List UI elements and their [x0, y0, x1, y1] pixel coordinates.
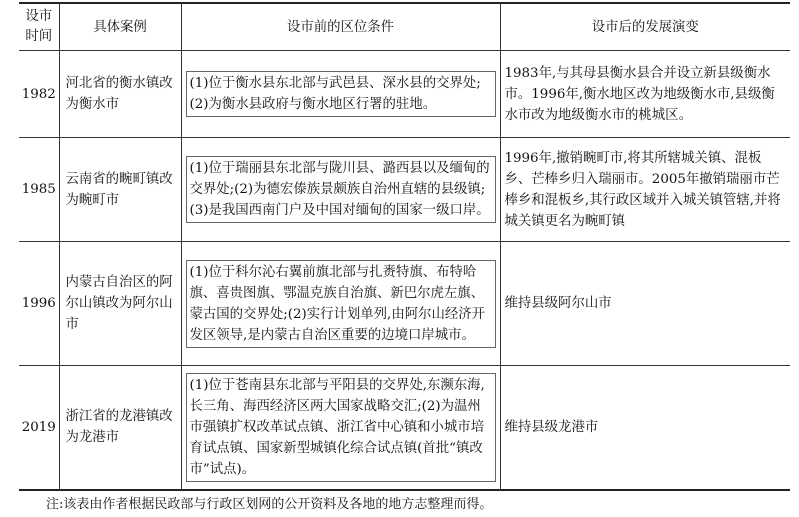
row-case: 河北省的衡水镇改为衡水市 [59, 51, 181, 138]
row-pre [181, 366, 500, 490]
row-pre [181, 138, 500, 242]
table-row [19, 51, 790, 138]
row-year: 1982 [19, 51, 59, 138]
row-pre-text: (1)位于苍南县东北部与平阳县的交界处,东濒东海,长三角、海西经济区两大国家战略交汇;(2)为温州市强镇扩权改革试点镇、浙江省中心镇和小城市培育试点镇、国家新型城镇化综合试点镇(首批“镇改市”试点)。 [186, 373, 496, 482]
row-post: 维持县级阿尔山市 [500, 242, 790, 366]
row-year: 1996 [19, 242, 59, 366]
header-case: 具体案例 [59, 3, 181, 51]
header-pre: 设市前的区位条件 [181, 3, 500, 51]
table-row [19, 138, 790, 242]
row-pre-text: (1)位于科尔沁右翼前旗北部与扎赉特旗、布特哈旗、喜贵图旗、鄂温克族自治旗、新巴尔虎左旗、蒙古国的交界处;(2)实行计划单列,由阿尔山经济开发区领导,是内蒙古自治区重要的边境口岸城市。 [186, 260, 496, 348]
row-pre [181, 242, 500, 366]
row-pre-text: (1)位于瑞丽县东北部与陇川县、潞西县以及缅甸的交界处;(2)为德宏傣族景颇族自治州直辖的县级镇;(3)是我国西南门户及中国对缅甸的国家一级口岸。 [186, 156, 496, 223]
header-row [19, 3, 790, 51]
header-time [19, 3, 59, 51]
table-row [19, 366, 790, 490]
table-note: 注:该表由作者根据民政部与行政区划网的公开资料及各地的地方志整理而得。 [46, 497, 493, 512]
row-post: 维持县级龙港市 [500, 366, 790, 490]
row-case: 云南省的畹町镇改为畹町市 [59, 138, 181, 242]
table-row [19, 242, 790, 366]
row-year: 2019 [19, 366, 59, 490]
row-case: 浙江省的龙港镇改为龙港市 [59, 366, 181, 490]
header-time-line2: 时间 [25, 29, 53, 44]
header-post: 设市后的发展演变 [500, 3, 790, 51]
row-pre [181, 51, 500, 138]
table-container [19, 2, 790, 491]
row-post: 1996年,撤销畹町市,将其所辖城关镇、混板乡、芒棒乡归入瑞丽市。2005年撤销瑞丽市芒棒乡和混板乡,其行政区域并入城关镇管辖,并将城关镇更名为畹町镇 [500, 138, 790, 242]
header-time-line1: 设市 [25, 9, 53, 24]
row-post: 1983年,与其母县衡水县合并设立新县级衡水市。1996年,衡水地区改为地级衡水市,县级衡水市改为地级衡水市的桃城区。 [500, 51, 790, 138]
row-year: 1985 [19, 138, 59, 242]
row-pre-text: (1)位于衡水县东北部与武邑县、深水县的交界处;(2)为衡水县政府与衡水地区行署的驻地。 [186, 71, 496, 117]
data-table [19, 2, 790, 491]
row-case: 内蒙古自治区的阿尔山镇改为阿尔山市 [59, 242, 181, 366]
